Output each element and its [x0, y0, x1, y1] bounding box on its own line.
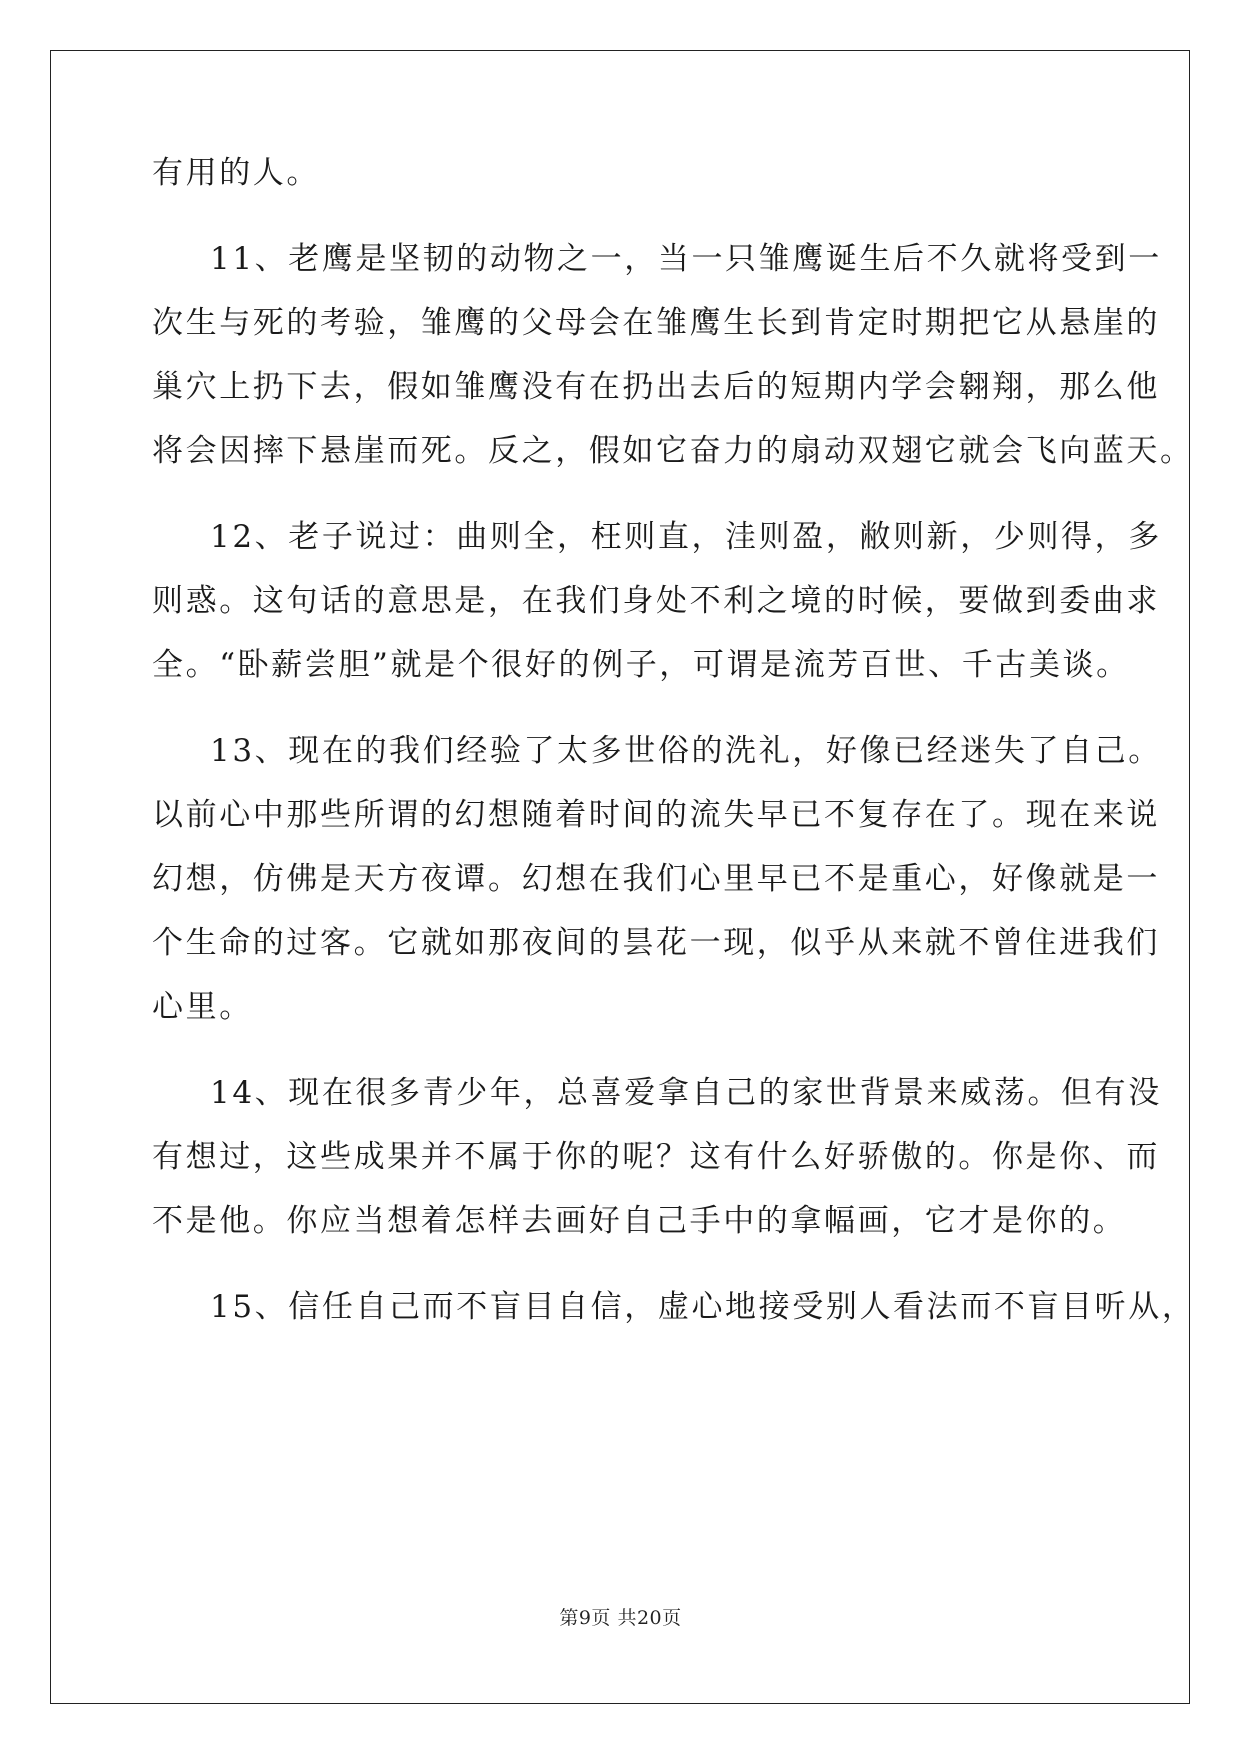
text-line: 15、信任自己而不盲目自信，虚心地接受别人看法而不盲目听从，	[210, 1289, 1196, 1325]
text-line: 心里。	[152, 989, 253, 1025]
text-line: 12、老子说过：曲则全，枉则直，洼则盈，敝则新，少则得，多	[210, 519, 1162, 555]
text-line: 将会因摔下悬崖而死。反之，假如它奋力的扇动双翅它就会飞向蓝天。	[152, 433, 1194, 469]
text-line: 14、现在很多青少年，总喜爱拿自己的家世背景来威荡。但有没	[210, 1075, 1162, 1111]
text-line: 11、老鹰是坚韧的动物之一，当一只雏鹰诞生后不久就将受到一	[210, 241, 1162, 277]
text-line: 巢穴上扔下去，假如雏鹰没有在扔出去后的短期内学会翱翔，那么他	[152, 369, 1160, 405]
text-line: 全。“卧薪尝胆”就是个很好的例子，可谓是流芳百世、千古美谈。	[152, 647, 1130, 683]
text-line: 不是他。你应当想着怎样去画好自己手中的拿幅画，它才是你的。	[152, 1203, 1127, 1239]
text-line: 次生与死的考验，雏鹰的父母会在雏鹰生长到肯定时期把它从悬崖的	[152, 305, 1160, 341]
text-line: 有用的人。	[152, 155, 320, 191]
text-line: 则惑。这句话的意思是，在我们身处不利之境的时候，要做到委曲求	[152, 583, 1160, 619]
text-line: 幻想，仿佛是天方夜谭。幻想在我们心里早已不是重心，好像就是一	[152, 861, 1160, 897]
page-number: 第9页 共20页	[559, 1607, 682, 1629]
text-line: 个生命的过客。它就如那夜间的昙花一现，似乎从来就不曾住进我们	[152, 925, 1160, 961]
text-line: 以前心中那些所谓的幻想随着时间的流失早已不复存在了。现在来说	[152, 797, 1160, 833]
text-line: 有想过，这些成果并不属于你的呢？这有什么好骄傲的。你是你、而	[152, 1139, 1160, 1175]
text-line: 13、现在的我们经验了太多世俗的洗礼，好像已经迷失了自己。	[210, 733, 1162, 769]
